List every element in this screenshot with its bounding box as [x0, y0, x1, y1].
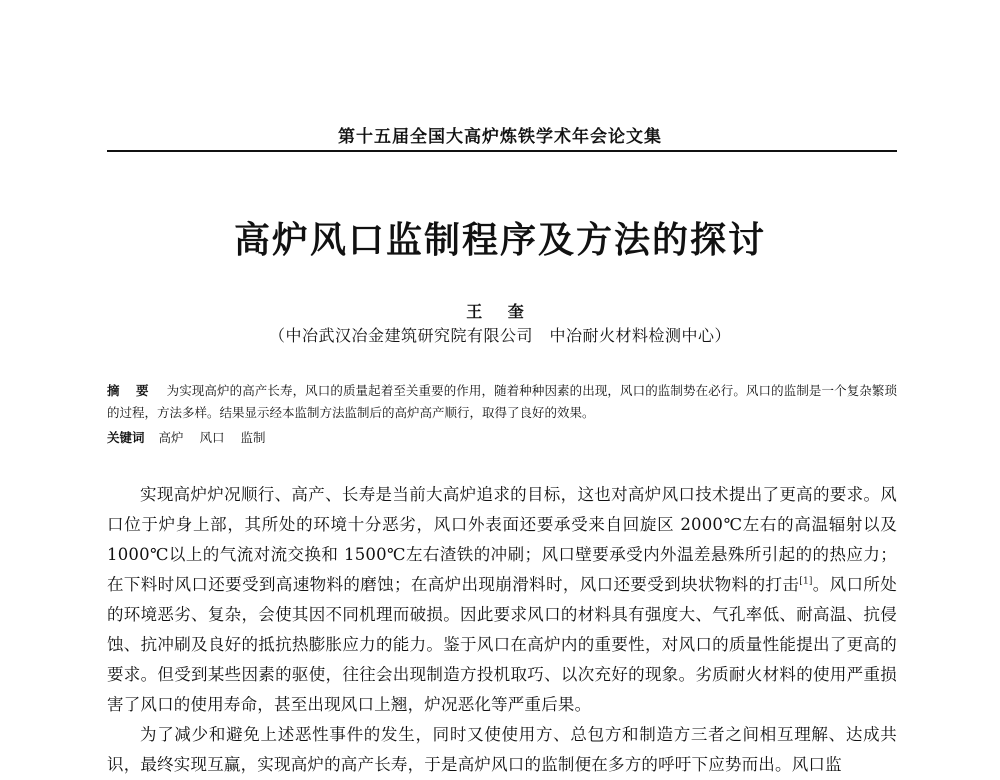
paragraph-1-text-a: 实现高炉炉况顺行、高产、长寿是当前大高炉追求的目标，这也对高炉风口技术提出了更高的要求。风口位于炉身上部，其所处的环境十分恶劣，风口外表面还要承受来自回旋区 2000℃左右的高温辐射以及 1000℃以上的气流对流交换和 1500℃左右渣铁的冲刷；风口壁要承受内外温差悬殊所引起的的热应力；在下料时风口还要受到高速物料的磨蚀；在高炉出现崩滑料时，风口还要受到块状物料的打击	[107, 485, 897, 594]
paper-title: 高炉风口监制程序及方法的探讨	[233, 220, 766, 261]
keyword-item: 风口	[199, 430, 225, 445]
author-affiliation: （中冶武汉冶金建筑研究院有限公司 中冶耐火材料检测中心）	[268, 326, 731, 345]
paragraph-1	[107, 480, 897, 720]
body-text	[107, 480, 897, 780]
keyword-item: 高炉	[158, 430, 184, 445]
paragraph-2: 为了减少和避免上述恶性事件的发生，同时又使使用方、总包方和制造方三者之间相互理解、达成共识，最终实现互赢，实现高炉的高产长寿，于是高炉风口的监制便在多方的呼吁下应势而出。风口监	[107, 725, 897, 774]
author-name: 王 奎	[466, 302, 534, 321]
citation-ref: [1]	[799, 576, 813, 587]
keyword-item: 监制	[240, 430, 266, 445]
paragraph-1-text-b: 。风口所处的环境恶劣、复杂，会使其因不同机理而破损。因此要求风口的材料具有强度大、气孔率低、耐高温、抗侵蚀、抗冲刷及良好的抵抗热膨胀应力的能力。鉴于风口在高炉内的重要性，对风口的质量性能提出了更高的要求。但受到某些因素的驱使，往往会出现制造方投机取巧、以次充好的现象。劣质耐火材料的使用严重损害了风口的使用寿命，甚至出现风口上翘，炉况恶化等严重后果。	[107, 575, 898, 714]
abstract-label: 摘 要	[107, 383, 155, 398]
keywords	[107, 427, 897, 449]
running-header: 第十五届全国大高炉炼铁学术年会论文集	[338, 127, 662, 147]
abstract	[107, 380, 897, 424]
keywords-label: 关键词	[107, 430, 145, 445]
header-rule	[107, 150, 897, 152]
abstract-text: 为实现高炉的高产长寿，风口的质量起着至关重要的作用，随着种种因素的出现，风口的监制势在必行。风口的监制是一个复杂繁琐的过程，方法多样。结果显示经本监制方法监制后的高炉高产顺行，取得了良好的效果。	[107, 383, 897, 420]
